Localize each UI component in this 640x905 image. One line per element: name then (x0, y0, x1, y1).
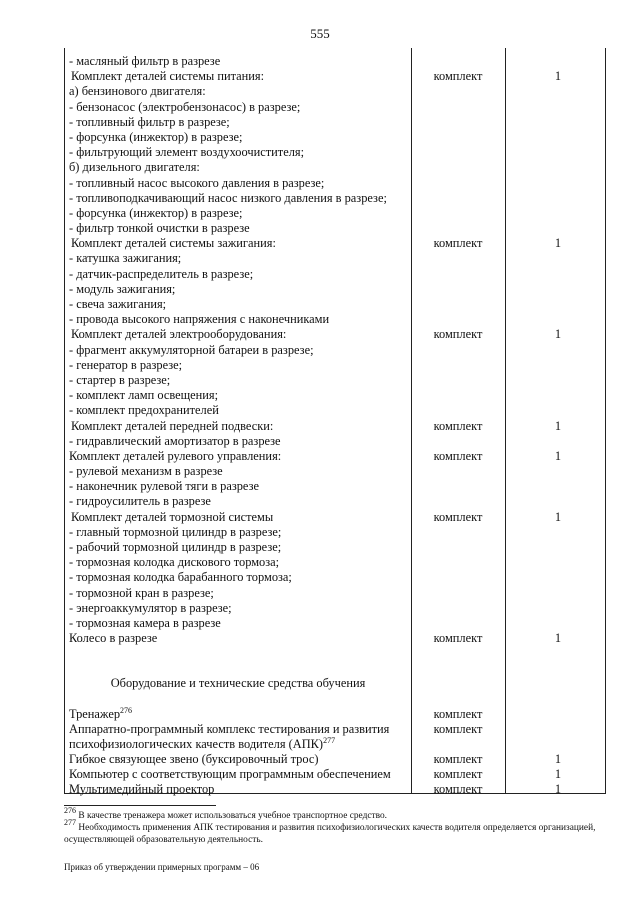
cell-text: 1 (554, 236, 562, 251)
row-item-name (69, 540, 405, 555)
table-row (65, 525, 605, 540)
table-row (65, 434, 605, 449)
cell-text: 1 (554, 418, 562, 433)
cell-text: - провода высокого напряжения с наконечниками (69, 312, 330, 327)
table-row (65, 130, 605, 145)
cell-text: 1 (554, 752, 562, 767)
row-item-name (71, 69, 407, 84)
row-item-name (69, 282, 405, 297)
row-item-name (69, 752, 405, 767)
row-quantity (513, 752, 603, 767)
row-item-name (69, 160, 405, 175)
cell-text: - топливоподкачивающий насос низкого давления в разрезе; (69, 190, 387, 205)
cell-text: - датчик-распределитель в разрезе; (69, 266, 254, 281)
cell-text: - фрагмент аккумуляторной батареи в разрезе; (69, 342, 314, 357)
cell-text: - свеча зажигания; (69, 297, 167, 311)
table-row (65, 601, 605, 616)
cell-text: Тренажер (69, 706, 121, 721)
cell-text: - генератор в разрезе; (69, 357, 183, 372)
cell-text: Комплект деталей системы питания: (71, 69, 265, 84)
section-title-text: Оборудование и технические средства обучения (110, 676, 366, 691)
page-number: 555 (310, 26, 330, 41)
table-row (65, 312, 605, 327)
row-item-name (69, 373, 405, 388)
cell-text: комплект (433, 509, 483, 524)
table-row (65, 479, 605, 494)
spacer (65, 692, 605, 707)
row-unit (413, 510, 503, 525)
cell-text: - масляный фильтр в разрезе (69, 54, 221, 68)
cell-text: комплект (433, 767, 483, 782)
row-item-name (69, 84, 405, 99)
row-item-name (69, 631, 405, 646)
table-row (65, 327, 605, 342)
footnote-number: 276 (64, 806, 76, 815)
row-item-name (69, 479, 405, 494)
table-row (65, 616, 605, 631)
row-item-name (69, 586, 405, 601)
cell-text: 1 (554, 509, 562, 524)
row-unit (413, 752, 503, 767)
footnote-text: В качестве тренажера может использоваться учебное транспортное средство. (76, 811, 388, 821)
row-item-name (69, 555, 405, 570)
cell-text: - топливный фильтр в разрезе; (69, 114, 230, 129)
cell-text: - тормозная колодка барабанного тормоза; (69, 570, 292, 585)
table-row (65, 176, 605, 191)
table-row (65, 767, 605, 782)
cell-text: Комплект деталей системы зажигания: (71, 236, 276, 251)
cell-text: - главный тормозной цилиндр в разрезе; (69, 524, 282, 539)
cell-text: комплект (433, 721, 483, 736)
table-row (65, 722, 605, 737)
table-row (65, 115, 605, 130)
table-row (65, 251, 605, 266)
cell-text: Комплект деталей передней подвески: (71, 418, 274, 433)
row-item-name (69, 388, 405, 403)
table-row (65, 236, 605, 251)
row-unit (413, 236, 503, 251)
equipment-table (64, 48, 606, 797)
row-item-name (69, 782, 405, 797)
row-quantity (513, 782, 603, 797)
row-item-name (69, 267, 405, 282)
cell-text: - наконечник рулевой тяги в разрезе (69, 479, 259, 494)
footnote-ref: 277 (323, 735, 336, 745)
cell-text: комплект (433, 706, 483, 721)
row-item-name (69, 100, 405, 115)
cell-text: - стартер в разрезе; (69, 372, 171, 387)
table-row (65, 752, 605, 767)
cell-text: 1 (554, 782, 562, 797)
footnote-number: 277 (64, 818, 76, 827)
row-unit (413, 449, 503, 464)
row-item-name (71, 510, 407, 525)
footnote-text: Необходимость применения АПК тестирования и развития психофизиологических качеств водителя определяется организацией, осуществляющей образовательную деятельность. (64, 823, 596, 845)
row-quantity (513, 510, 603, 525)
row-item-name (71, 419, 407, 434)
row-item-name (69, 525, 405, 540)
row-unit (413, 722, 503, 737)
row-item-name (69, 403, 405, 418)
cell-text: - фильтр тонкой очистки в разрезе (69, 221, 250, 236)
row-item-name (69, 130, 405, 145)
table-row (65, 100, 605, 115)
row-unit (413, 419, 503, 434)
cell-text: Колесо в разрезе (69, 631, 158, 646)
table-row (65, 343, 605, 358)
cell-text: - комплект ламп освещения; (69, 388, 219, 403)
row-unit (413, 707, 503, 722)
row-item-name (69, 601, 405, 616)
order-note: Приказ об утверждении примерных программ – 06 (64, 862, 260, 872)
cell-text: Мультимедийный проектор (69, 782, 215, 797)
row-item-name (69, 297, 405, 312)
table-row (65, 570, 605, 585)
table-row (65, 586, 605, 601)
row-unit (413, 69, 503, 84)
row-item-name (69, 494, 405, 509)
cell-text: комплект (433, 236, 483, 251)
table-row (65, 403, 605, 418)
row-item-name (71, 327, 407, 342)
cell-text: - рулевой механизм в разрезе (69, 464, 223, 479)
cell-text: - катушка зажигания; (69, 251, 182, 266)
row-item-name (69, 191, 405, 206)
row-item-name (69, 312, 405, 327)
footnote (64, 806, 612, 822)
row-unit (413, 782, 503, 797)
cell-text: комплект (433, 327, 483, 342)
cell-text: Комплект деталей тормозной системы (71, 509, 274, 524)
cell-text: Компьютер с соответствующим программным обеспечением (69, 767, 391, 782)
row-quantity (513, 449, 603, 464)
table-row (65, 449, 605, 464)
cell-text: - комплект предохранителей (69, 403, 219, 418)
row-item-name (71, 236, 407, 251)
cell-text: Комплект деталей электрооборудования: (71, 327, 287, 342)
row-item-name (69, 722, 405, 737)
cell-text: психофизиологических качеств водителя (АПК) (69, 736, 324, 751)
cell-text: комплект (433, 752, 483, 767)
cell-text: - бензонасос (электробензонасос) в разрезе; (69, 99, 301, 114)
row-quantity (513, 327, 603, 342)
row-item-name (69, 145, 405, 160)
cell-text: комплект (433, 418, 483, 433)
row-item-name (69, 707, 405, 722)
table-row (65, 510, 605, 525)
cell-text: - тормозная колодка дискового тормоза; (69, 555, 280, 570)
table-row (65, 84, 605, 99)
table-row (65, 145, 605, 160)
table-row (65, 282, 605, 297)
spacer (65, 646, 605, 676)
table-row (65, 388, 605, 403)
table-row (65, 737, 605, 752)
cell-text: Комплект деталей рулевого управления: (69, 448, 282, 463)
table-row (65, 555, 605, 570)
table-row (65, 419, 605, 434)
row-unit (413, 327, 503, 342)
table-row (65, 267, 605, 282)
table-row (65, 297, 605, 312)
cell-text: Аппаратно-программный комплекс тестирования и развития (69, 721, 390, 736)
row-item-name (69, 449, 405, 464)
section-title (65, 676, 605, 691)
row-quantity (513, 69, 603, 84)
cell-text: 1 (554, 448, 562, 463)
cell-text: комплект (433, 69, 483, 84)
row-quantity (513, 236, 603, 251)
row-item-name (69, 54, 405, 69)
row-unit (413, 631, 503, 646)
cell-text: 1 (554, 767, 562, 782)
cell-text: - тормозной кран в разрезе; (69, 585, 214, 600)
table-row (65, 464, 605, 479)
row-item-name (69, 570, 405, 585)
table-row (65, 54, 605, 69)
row-quantity (513, 631, 603, 646)
cell-text: - топливный насос высокого давления в разрезе; (69, 175, 325, 190)
cell-text: - модуль зажигания; (69, 281, 176, 296)
row-item-name (69, 251, 405, 266)
row-item-name (69, 176, 405, 191)
row-item-name (69, 343, 405, 358)
footnotes (64, 806, 612, 846)
table-row (65, 221, 605, 236)
table-rows (65, 54, 605, 798)
cell-text: комплект (433, 631, 483, 646)
cell-text: а) бензинового двигателя: (69, 84, 206, 99)
cell-text: 1 (554, 631, 562, 646)
table-row (65, 160, 605, 175)
table-row (65, 358, 605, 373)
cell-text: комплект (433, 448, 483, 463)
row-item-name (69, 434, 405, 449)
cell-text: - тормозная камера в разрезе (69, 615, 221, 630)
footnote-ref: 276 (120, 705, 133, 715)
table-row (65, 494, 605, 509)
table-row (65, 631, 605, 646)
footnote (64, 818, 612, 846)
cell-text: - форсунка (инжектор) в разрезе; (69, 205, 243, 220)
row-quantity (513, 419, 603, 434)
cell-text: - рабочий тормозной цилиндр в разрезе; (69, 540, 282, 554)
cell-text: - форсунка (инжектор) в разрезе; (69, 129, 243, 144)
table-row (65, 69, 605, 84)
table-row (65, 540, 605, 555)
table-row (65, 373, 605, 388)
table-row (65, 191, 605, 206)
row-item-name (69, 221, 405, 236)
row-item-name (69, 358, 405, 373)
cell-text: - гидравлический амортизатор в разрезе (69, 433, 281, 448)
table-row (65, 782, 605, 797)
cell-text: - энергоаккумулятор в разрезе; (69, 600, 232, 615)
cell-text: б) дизельного двигателя: (69, 160, 200, 175)
footnote-rule (64, 805, 216, 806)
row-unit (413, 767, 503, 782)
cell-text: Гибкое связующее звено (буксировочный трос) (69, 752, 319, 767)
cell-text: 1 (554, 327, 562, 342)
row-item-name (69, 616, 405, 631)
cell-text: 1 (554, 69, 562, 84)
row-item-name (69, 115, 405, 130)
cell-text: комплект (433, 782, 483, 797)
table-row (65, 707, 605, 722)
cell-text: - фильтрующий элемент воздухоочистителя; (69, 145, 305, 160)
cell-text: - гидроусилитель в разрезе (69, 494, 211, 509)
row-item-name (69, 767, 405, 782)
row-item-name (69, 464, 405, 479)
table-row (65, 206, 605, 221)
row-quantity (513, 767, 603, 782)
row-item-name (69, 737, 405, 752)
row-item-name (69, 206, 405, 221)
